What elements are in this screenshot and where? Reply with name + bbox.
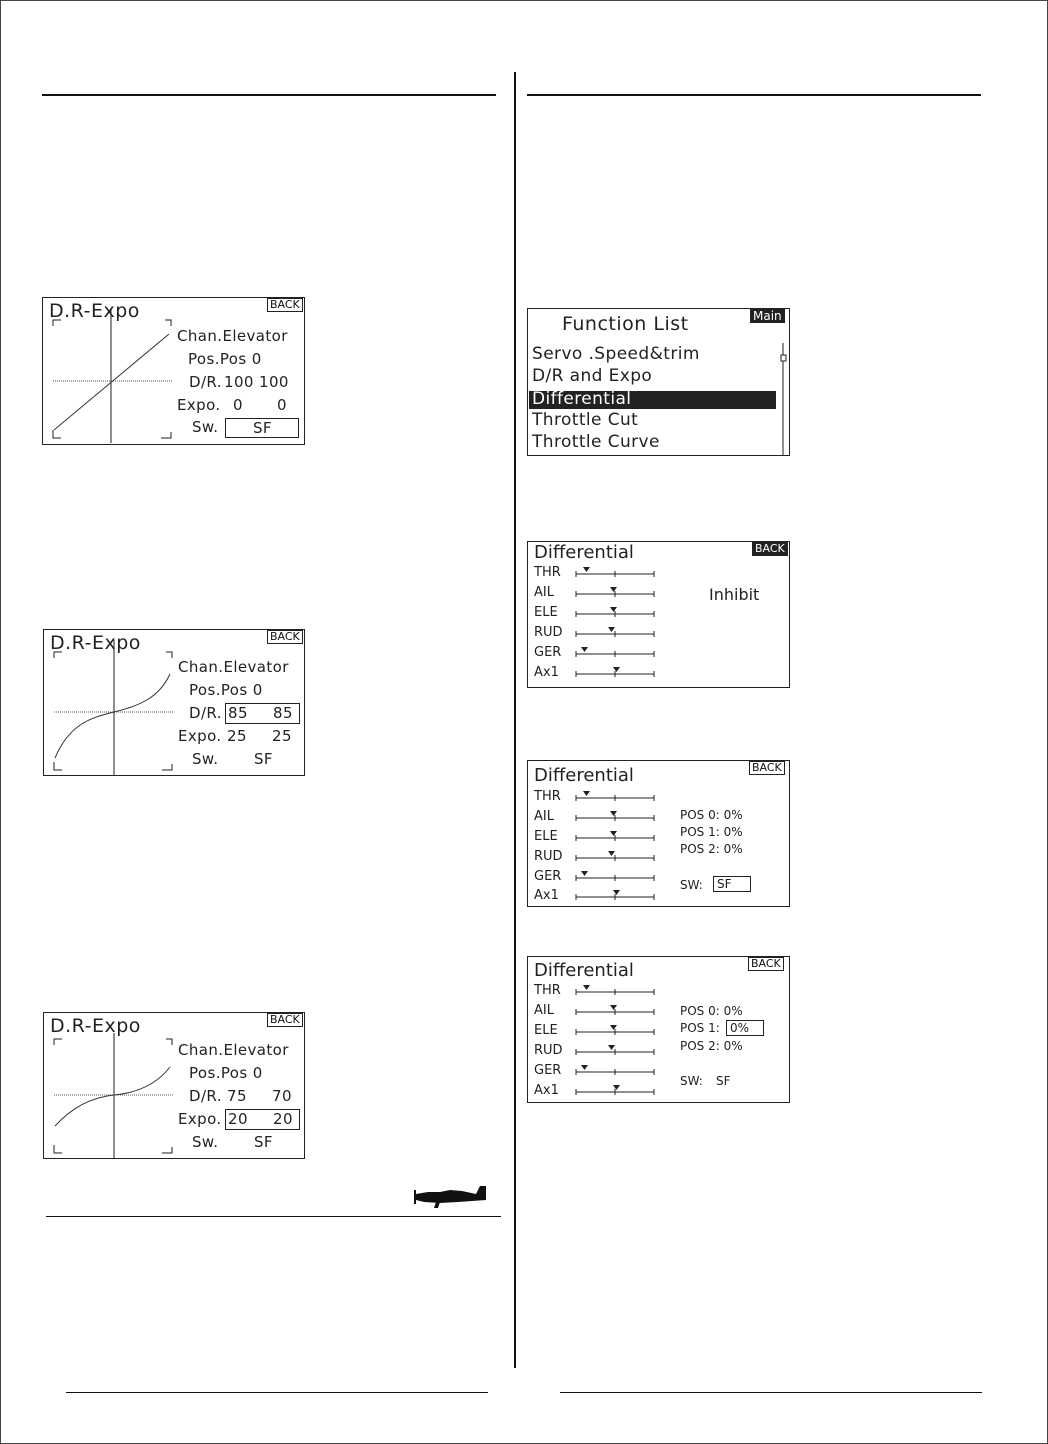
pos2-value: POS 2: 0%	[680, 1039, 743, 1053]
pos0-value: POS 0: 0%	[680, 1004, 743, 1018]
position-label: Pos.Pos 0	[188, 350, 262, 368]
back-button[interactable]: BACK	[267, 630, 303, 644]
switch-value: SF	[253, 419, 272, 437]
expo-label: Expo.	[178, 727, 222, 745]
expo-value-b[interactable]: 25	[272, 727, 292, 745]
expo-label: Expo.	[178, 1110, 222, 1128]
dr-value-b: 85	[273, 704, 293, 722]
channel-label: GER	[534, 645, 562, 660]
back-button[interactable]: BACK	[752, 542, 788, 556]
dr-expo-screen-3	[43, 1012, 305, 1159]
column-divider	[514, 72, 516, 1368]
pos1-field[interactable]	[726, 1020, 764, 1036]
channel-label: Chan.Elevator	[178, 1041, 289, 1059]
differential-screen-2	[527, 760, 790, 907]
channel-label: Chan.Elevator	[177, 327, 288, 345]
back-button[interactable]: BACK	[748, 957, 784, 971]
screen-title: Function List	[562, 313, 689, 335]
channel-label: ELE	[534, 829, 558, 844]
dr-label: D/R.	[189, 1087, 222, 1105]
right-bottom-rule	[560, 1392, 982, 1393]
channel-label: AIL	[534, 585, 554, 600]
dr-expo-screen-1	[42, 297, 305, 445]
menu-item-throttle-cut[interactable]: Throttle Cut	[532, 410, 639, 430]
function-list-screen	[527, 308, 790, 456]
switch-value[interactable]: SF	[254, 750, 273, 768]
screen-title: Differential	[534, 960, 634, 981]
channel-label: AIL	[534, 1003, 554, 1018]
expo-value-a[interactable]: 0	[233, 396, 243, 414]
main-button[interactable]: Main	[750, 309, 785, 323]
expo-value-a: 20	[228, 1110, 248, 1128]
left-bottom-rule	[66, 1392, 488, 1393]
pos1-label: POS 1:	[680, 1021, 720, 1035]
pos1-value: 0%	[730, 1021, 750, 1035]
screen-title: Differential	[534, 765, 634, 786]
channel-label: RUD	[534, 625, 563, 640]
channel-label: Chan.Elevator	[178, 658, 289, 676]
back-button[interactable]: BACK	[267, 1013, 303, 1027]
differential-screen-3	[527, 956, 790, 1103]
pos1-value: POS 1: 0%	[680, 825, 743, 839]
dr-value-a[interactable]: 75	[227, 1087, 247, 1105]
back-button[interactable]: BACK	[749, 761, 785, 775]
switch-value[interactable]: SF	[716, 1074, 731, 1088]
channel-bars	[528, 542, 791, 689]
screen-title: D.R-Expo	[50, 1015, 141, 1037]
dr-value[interactable]: 100 100	[224, 373, 289, 391]
expo-label: Expo.	[177, 396, 221, 414]
menu-item-dr-expo[interactable]: D/R and Expo	[532, 366, 653, 386]
screen-title: Differential	[534, 542, 634, 563]
channel-label: GER	[534, 869, 562, 884]
switch-label: Sw.	[192, 418, 219, 436]
screen-title: D.R-Expo	[49, 300, 140, 322]
menu-item-throttle-curve[interactable]: Throttle Curve	[532, 432, 660, 452]
expo-value-b[interactable]: 0	[277, 396, 287, 414]
channel-label: Ax1	[534, 1083, 559, 1098]
channel-label: RUD	[534, 1043, 563, 1058]
pos2-value: POS 2: 0%	[680, 842, 743, 856]
switch-value: SF	[717, 877, 732, 891]
channel-label: THR	[534, 789, 561, 804]
expo-value-b: 20	[273, 1110, 293, 1128]
back-button[interactable]: BACK	[267, 298, 303, 312]
left-footer-rule	[46, 1216, 501, 1217]
channel-label: Ax1	[534, 888, 559, 903]
position-label: Pos.Pos 0	[189, 1064, 263, 1082]
channel-label: GER	[534, 1063, 562, 1078]
differential-screen-1	[527, 541, 790, 688]
dr-expo-screen-2	[43, 629, 305, 776]
switch-value[interactable]: SF	[254, 1133, 273, 1151]
channel-label: AIL	[534, 809, 554, 824]
channel-bars	[528, 761, 791, 908]
pos0-value: POS 0: 0%	[680, 808, 743, 822]
screen-title: D.R-Expo	[50, 632, 141, 654]
switch-label: Sw.	[192, 750, 219, 768]
channel-label: THR	[534, 983, 561, 998]
switch-label: SW:	[680, 1074, 703, 1088]
expo-value-a[interactable]: 25	[227, 727, 247, 745]
scrollbar[interactable]	[528, 309, 791, 457]
switch-label: SW:	[680, 878, 703, 892]
channel-label: ELE	[534, 1023, 558, 1038]
dr-label: D/R.	[189, 373, 222, 391]
channel-label: Ax1	[534, 665, 559, 680]
channel-label: THR	[534, 565, 561, 580]
menu-item-differential[interactable]: Differential	[532, 389, 632, 409]
airplane-icon	[410, 1182, 490, 1210]
channel-label: RUD	[534, 849, 563, 864]
switch-field[interactable]	[713, 876, 751, 892]
dr-field[interactable]	[225, 703, 300, 724]
left-header-rule	[42, 94, 496, 96]
status-text: Inhibit	[709, 585, 760, 604]
dr-label: D/R.	[189, 704, 222, 722]
position-label: Pos.Pos 0	[189, 681, 263, 699]
expo-field[interactable]	[225, 1109, 300, 1130]
right-header-rule	[527, 94, 981, 96]
dr-value-a: 85	[228, 704, 248, 722]
dr-value-b[interactable]: 70	[272, 1087, 292, 1105]
channel-label: ELE	[534, 605, 558, 620]
switch-label: Sw.	[192, 1133, 219, 1151]
menu-item-servo-speed[interactable]: Servo .Speed&trim	[532, 344, 700, 364]
switch-field[interactable]	[225, 418, 299, 438]
